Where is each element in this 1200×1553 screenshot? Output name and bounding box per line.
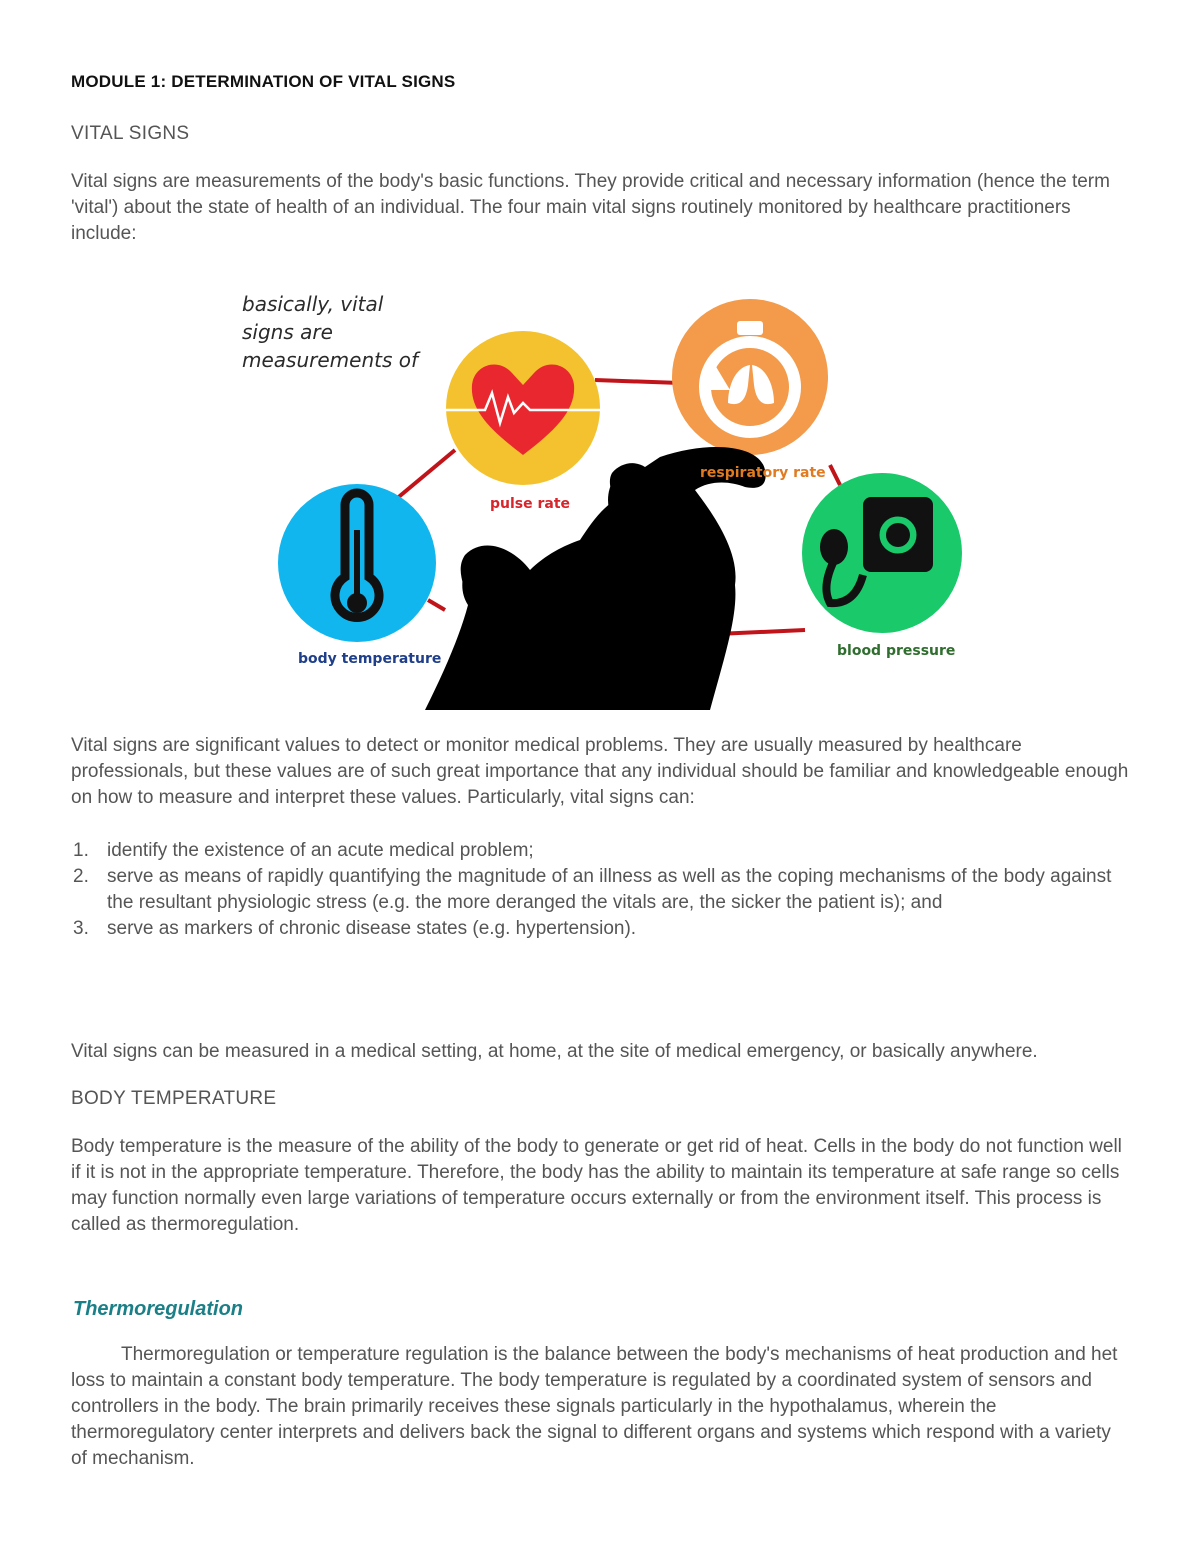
flexing-man-silhouette-icon (425, 447, 766, 710)
body-temperature-heading: BODY TEMPERATURE (71, 1088, 277, 1109)
body-temperature-paragraph (71, 1134, 1131, 1238)
body-temperature-icon (278, 484, 436, 642)
vital-signs-purpose-list (71, 838, 1131, 942)
stopwatch-crown (737, 321, 763, 335)
measurement-location-text: Vital signs can be measured in a medical setting, at home, at the site of medical emergency, or basically anywhere. (71, 1041, 1038, 1062)
list-item: 2. serve as means of rapidly quantifying the magnitude of an illness as well as the coping mechanisms of the body against the resultant physiologic stress (e.g. the more deranged the vitals are, the sicker the patient is); and (73, 866, 1112, 913)
connector-respiratory-bp (830, 465, 840, 485)
module-title: MODULE 1: DETERMINATION OF VITAL SIGNS (71, 72, 456, 91)
body-temperature-label: body temperature (298, 651, 442, 667)
significance-paragraph (71, 733, 1131, 811)
significance-text: Vital signs are significant values to detect or monitor medical problems. They are usually measured by healthcare professionals, but these values are of such great importance that any individual should be familiar and knowledgeable enough on how to measure and interpret these values. Particularly, vital signs can: (71, 735, 1129, 808)
infographic-caption: basically, vital signs are measurements of (242, 292, 419, 372)
connector-temp-body (428, 600, 445, 610)
respiratory-rate-icon (672, 299, 828, 455)
blood-pressure-icon (802, 473, 962, 633)
list-item: 1. identify the existence of an acute medical problem; (73, 840, 534, 861)
vital-signs-heading: VITAL SIGNS (71, 123, 190, 144)
body-temperature-text: Body temperature is the measure of the ability of the body to generate or get rid of heat. Cells in the body do not function well if it is not in the appropriate temperature. Therefore, the body has the ability to maintain its temperature at safe range so cells may function normally even large variations of temperature occurs externally or from the environment itself. This process is called as thermoregulation. (71, 1136, 1122, 1235)
blood-pressure-label: blood pressure (837, 643, 956, 659)
thermoregulation-heading: Thermoregulation (73, 1298, 244, 1320)
infographic-graphic (240, 285, 970, 710)
list-item: 3. serve as markers of chronic disease states (e.g. hypertension). (73, 918, 637, 939)
thermoregulation-paragraph (71, 1342, 1131, 1472)
vital-signs-infographic (240, 285, 970, 710)
thermoregulation-text: Thermoregulation or temperature regulation is the balance between the body's mechanisms of heat production and het loss to maintain a constant body temperature. The body temperature is regulated by a coordinated system of sensors and controllers in the body. The brain primarily receives these signals particularly in the hypothalamus, wherein the thermoregulatory center interprets and delivers back the signal to different organs and systems which respond with a variety of mechanism. (71, 1344, 1118, 1469)
vital-signs-intro-text: Vital signs are measurements of the body's basic functions. They provide critical and necessary information (hence the term 'vital') about the state of health of an individual. The four main vital signs routinely monitored by healthcare practitioners include: (71, 171, 1110, 244)
connector-temp-pulse (395, 450, 455, 500)
pulse-rate-icon (445, 331, 600, 485)
measurement-location-paragraph (71, 1039, 1131, 1065)
connector-pulse-respiratory (595, 380, 680, 383)
pulse-rate-label: pulse rate (490, 496, 571, 512)
vital-signs-intro (71, 169, 1131, 247)
bp-bulb-icon (820, 529, 848, 565)
respiratory-rate-label: respiratory rate (700, 465, 826, 481)
